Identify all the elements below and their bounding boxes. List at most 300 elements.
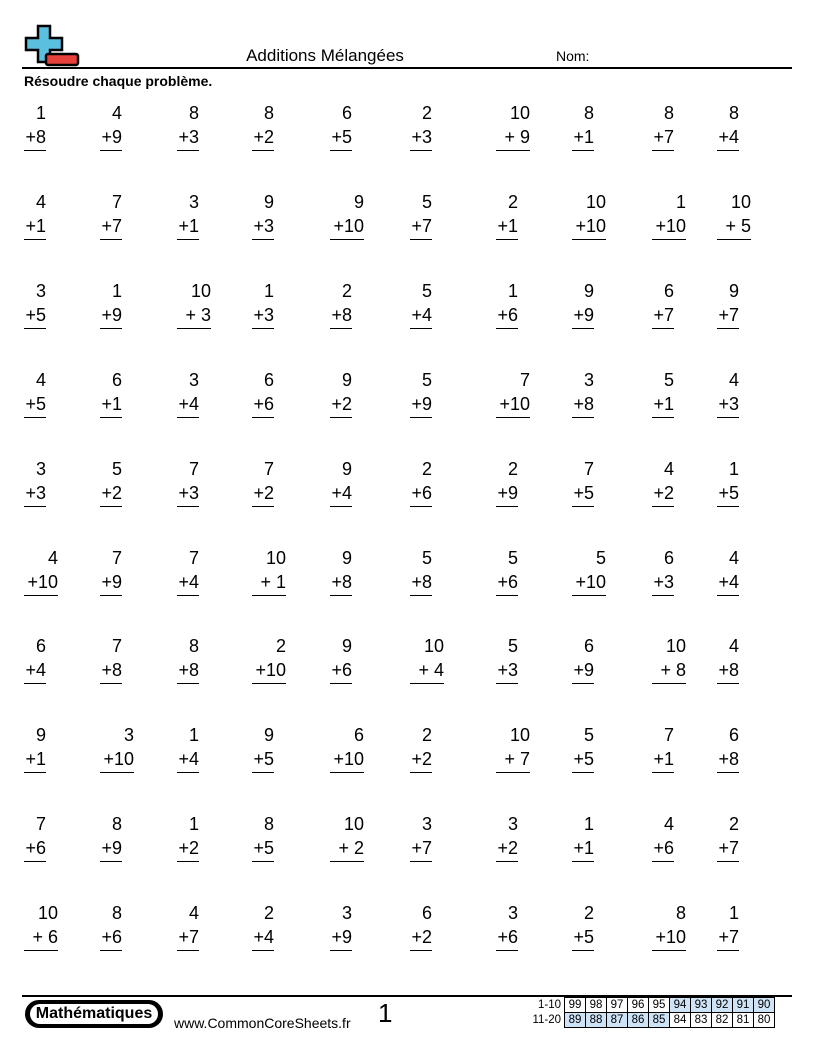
problem-addend: +4 — [411, 305, 432, 325]
problem — [100, 901, 122, 951]
answer-line — [24, 772, 46, 773]
answer-line — [330, 506, 352, 507]
problem-top-number: 10 — [665, 636, 686, 656]
problem — [100, 101, 122, 151]
answer-line — [410, 328, 432, 329]
problem-top-number: 5 — [583, 725, 594, 745]
problem-addend: +9 — [101, 127, 122, 147]
problem-addend: +10 — [27, 572, 58, 592]
problem — [24, 546, 58, 596]
problem — [410, 101, 432, 151]
problem-addend: +1 — [573, 127, 594, 147]
site-url: www.CommonCoreSheets.fr — [174, 1015, 351, 1031]
answer-line — [100, 328, 122, 329]
problem-top-number: 6 — [353, 725, 364, 745]
answer-line — [717, 150, 739, 151]
score-cell: 97 — [607, 998, 628, 1013]
answer-line — [177, 239, 199, 240]
answer-line — [100, 861, 122, 862]
answer-line — [572, 328, 594, 329]
problem-top-number: 7 — [111, 548, 122, 568]
problem-addend: + 1 — [260, 572, 286, 592]
problem-addend: +3 — [178, 127, 199, 147]
answer-line — [177, 861, 199, 862]
problem — [177, 101, 199, 151]
problem-top-number: 9 — [35, 725, 46, 745]
problem-top-number: 10 — [423, 636, 444, 656]
answer-line — [410, 595, 432, 596]
answer-line — [252, 683, 286, 684]
answer-line — [177, 417, 199, 418]
score-cell: 84 — [670, 1013, 691, 1028]
problem-addend: +1 — [653, 394, 674, 414]
problem — [177, 457, 199, 507]
answer-line — [496, 417, 530, 418]
subject-badge-label: Mathématiques — [30, 1004, 158, 1024]
problem — [572, 546, 606, 596]
score-cell: 94 — [670, 998, 691, 1013]
score-cell: 96 — [628, 998, 649, 1013]
problem-addend: +5 — [25, 394, 46, 414]
problem — [330, 546, 352, 596]
problem-addend: + 3 — [185, 305, 211, 325]
problem-top-number: 7 — [35, 814, 46, 834]
score-cell: 83 — [691, 1013, 712, 1028]
problem-addend: +6 — [497, 305, 518, 325]
problem-top-number: 3 — [507, 903, 518, 923]
problem — [410, 546, 432, 596]
problem — [410, 190, 432, 240]
problem-addend: +2 — [253, 483, 274, 503]
problem — [496, 279, 518, 329]
problem-top-number: 9 — [353, 192, 364, 212]
problem-addend: +1 — [101, 394, 122, 414]
problem — [100, 368, 122, 418]
problem — [24, 101, 46, 151]
name-label: Nom: — [556, 48, 590, 64]
problem-top-number: 8 — [188, 636, 199, 656]
problem-top-number: 10 — [509, 725, 530, 745]
score-cell: 82 — [712, 1013, 733, 1028]
answer-line — [100, 683, 122, 684]
problem-addend: +1 — [25, 749, 46, 769]
problem — [24, 368, 46, 418]
problem-addend: +5 — [718, 483, 739, 503]
answer-line — [100, 595, 122, 596]
problem — [24, 279, 46, 329]
problem-addend: + 5 — [725, 216, 751, 236]
answer-line — [100, 239, 122, 240]
problem — [572, 101, 594, 151]
problem-top-number: 10 — [265, 548, 286, 568]
problem — [572, 190, 606, 240]
answer-line — [717, 861, 739, 862]
problem-addend: +9 — [101, 305, 122, 325]
problem-addend: +3 — [178, 483, 199, 503]
problem-addend: +1 — [653, 749, 674, 769]
answer-line — [717, 328, 739, 329]
answer-line — [717, 683, 739, 684]
problem-top-number: 2 — [421, 459, 432, 479]
score-cell: 95 — [649, 998, 670, 1013]
answer-line — [496, 861, 518, 862]
problem-addend: +7 — [718, 838, 739, 858]
problem-addend: +9 — [331, 927, 352, 947]
problem — [252, 901, 274, 951]
answer-line — [410, 772, 432, 773]
answer-line — [24, 239, 46, 240]
problem-addend: +3 — [411, 127, 432, 147]
problem-top-number: 6 — [35, 636, 46, 656]
problem-top-number: 10 — [343, 814, 364, 834]
problem — [330, 812, 364, 862]
score-table — [527, 997, 775, 1028]
answer-line — [330, 150, 352, 151]
problem — [496, 812, 518, 862]
problem-top-number: 3 — [421, 814, 432, 834]
problem-top-number: 10 — [509, 103, 530, 123]
answer-line — [100, 772, 134, 773]
problem-top-number: 7 — [188, 548, 199, 568]
answer-line — [717, 950, 739, 951]
problem — [652, 634, 686, 684]
problem-addend: +6 — [331, 660, 352, 680]
score-cell: 81 — [733, 1013, 754, 1028]
answer-line — [652, 683, 686, 684]
problem-addend: +5 — [253, 749, 274, 769]
problem-top-number: 1 — [728, 903, 739, 923]
problem-addend: +9 — [573, 305, 594, 325]
problem — [652, 901, 686, 951]
answer-line — [24, 150, 46, 151]
problem-addend: +2 — [411, 749, 432, 769]
score-cell: 92 — [712, 998, 733, 1013]
problem-top-number: 7 — [583, 459, 594, 479]
answer-line — [652, 950, 686, 951]
problem — [717, 368, 739, 418]
problem-addend: +7 — [718, 927, 739, 947]
problem-addend: +3 — [653, 572, 674, 592]
problem-top-number: 8 — [675, 903, 686, 923]
problem — [24, 634, 46, 684]
problem-top-number: 2 — [507, 192, 518, 212]
answer-line — [100, 150, 122, 151]
problem — [652, 546, 674, 596]
problem-top-number: 10 — [37, 903, 58, 923]
problem-addend: +7 — [101, 216, 122, 236]
problem — [496, 190, 518, 240]
problem-addend: +8 — [718, 660, 739, 680]
answer-line — [496, 239, 518, 240]
problem-addend: +6 — [497, 572, 518, 592]
problem — [717, 190, 751, 240]
problem — [652, 279, 674, 329]
problem-top-number: 8 — [263, 103, 274, 123]
answer-line — [572, 417, 594, 418]
score-cell: 99 — [565, 998, 586, 1013]
problem-top-number: 6 — [341, 103, 352, 123]
problem-addend: +10 — [333, 749, 364, 769]
answer-line — [252, 506, 274, 507]
problem-top-number: 4 — [728, 370, 739, 390]
problem — [717, 546, 739, 596]
problem — [410, 279, 432, 329]
problem-top-number: 4 — [728, 636, 739, 656]
problem-addend: +3 — [253, 216, 274, 236]
answer-line — [100, 950, 122, 951]
problem-addend: +10 — [255, 660, 286, 680]
problem-addend: +3 — [25, 483, 46, 503]
answer-line — [177, 683, 199, 684]
problem-top-number: 10 — [190, 281, 211, 301]
problem — [496, 901, 518, 951]
problem-addend: + 6 — [32, 927, 58, 947]
problem-top-number: 4 — [188, 903, 199, 923]
problem-top-number: 3 — [507, 814, 518, 834]
problem-addend: +10 — [499, 394, 530, 414]
problem-addend: +7 — [411, 838, 432, 858]
answer-line — [330, 861, 364, 862]
score-cell: 85 — [649, 1013, 670, 1028]
problem-top-number: 7 — [188, 459, 199, 479]
problem-addend: +5 — [331, 127, 352, 147]
answer-line — [572, 683, 594, 684]
answer-line — [652, 239, 686, 240]
problem-top-number: 4 — [663, 814, 674, 834]
problem-top-number: 8 — [111, 814, 122, 834]
answer-line — [330, 595, 352, 596]
problem-top-number: 6 — [421, 903, 432, 923]
problem-top-number: 5 — [421, 281, 432, 301]
problem — [330, 634, 352, 684]
problem-top-number: 3 — [35, 281, 46, 301]
problem-top-number: 1 — [728, 459, 739, 479]
problem — [177, 546, 199, 596]
answer-line — [572, 950, 594, 951]
problem-top-number: 3 — [35, 459, 46, 479]
problem-top-number: 9 — [341, 370, 352, 390]
problem-addend: +8 — [331, 572, 352, 592]
problem-addend: +8 — [573, 394, 594, 414]
problem-top-number: 8 — [728, 103, 739, 123]
problem — [717, 812, 739, 862]
problem-addend: +3 — [253, 305, 274, 325]
problem — [177, 723, 199, 773]
answer-line — [410, 239, 432, 240]
score-row — [527, 998, 775, 1013]
problem — [717, 723, 739, 773]
instructions: Résoudre chaque problème. — [24, 73, 213, 89]
problem — [410, 723, 432, 773]
answer-line — [177, 506, 199, 507]
problem-addend: +1 — [573, 838, 594, 858]
problem-addend: +3 — [718, 394, 739, 414]
problem-top-number: 2 — [583, 903, 594, 923]
problem — [252, 457, 274, 507]
problem-top-number: 1 — [583, 814, 594, 834]
problem — [24, 901, 58, 951]
problem — [330, 101, 352, 151]
problem — [252, 546, 286, 596]
answer-line — [717, 506, 739, 507]
problem-top-number: 2 — [263, 903, 274, 923]
problem-addend: +2 — [497, 838, 518, 858]
problem-top-number: 6 — [263, 370, 274, 390]
problem — [572, 368, 594, 418]
answer-line — [330, 683, 352, 684]
answer-line — [572, 861, 594, 862]
problem — [177, 634, 199, 684]
problem — [572, 634, 594, 684]
problem-addend: +10 — [575, 572, 606, 592]
problem-top-number: 1 — [188, 814, 199, 834]
problem — [410, 368, 432, 418]
answer-line — [24, 506, 46, 507]
answer-line — [24, 328, 46, 329]
problem-addend: + 8 — [660, 660, 686, 680]
problem-top-number: 7 — [263, 459, 274, 479]
problem-top-number: 4 — [35, 370, 46, 390]
problem-addend: +5 — [573, 483, 594, 503]
problem-top-number: 9 — [583, 281, 594, 301]
problem-top-number: 1 — [507, 281, 518, 301]
problem — [252, 190, 274, 240]
score-cell: 86 — [628, 1013, 649, 1028]
problem-addend: +2 — [653, 483, 674, 503]
answer-line — [252, 595, 286, 596]
answer-line — [410, 950, 432, 951]
problem-top-number: 4 — [35, 192, 46, 212]
answer-line — [410, 150, 432, 151]
problem — [24, 723, 46, 773]
problem-top-number: 3 — [123, 725, 134, 745]
problem-addend: +1 — [25, 216, 46, 236]
problem — [330, 457, 352, 507]
problem-top-number: 8 — [583, 103, 594, 123]
problem-top-number: 2 — [275, 636, 286, 656]
problem — [100, 634, 122, 684]
problem-addend: +7 — [411, 216, 432, 236]
problem-addend: +10 — [655, 216, 686, 236]
problem-top-number: 9 — [341, 459, 352, 479]
problem — [330, 190, 364, 240]
answer-line — [572, 150, 594, 151]
problem-top-number: 4 — [728, 548, 739, 568]
problem-addend: + 2 — [338, 838, 364, 858]
answer-line — [177, 150, 199, 151]
problem — [717, 101, 739, 151]
answer-line — [24, 683, 46, 684]
answer-line — [572, 595, 606, 596]
problem-top-number: 5 — [421, 548, 432, 568]
problem-top-number: 9 — [728, 281, 739, 301]
score-cell: 90 — [754, 998, 775, 1013]
problem — [330, 279, 352, 329]
problem-top-number: 5 — [507, 548, 518, 568]
problem-addend: +4 — [178, 394, 199, 414]
problem-addend: +8 — [178, 660, 199, 680]
answer-line — [652, 772, 674, 773]
problem-top-number: 3 — [188, 370, 199, 390]
problem-addend: +8 — [718, 749, 739, 769]
answer-line — [177, 772, 199, 773]
problem — [100, 546, 122, 596]
problem-top-number: 7 — [111, 636, 122, 656]
answer-line — [410, 683, 444, 684]
problem-top-number: 10 — [585, 192, 606, 212]
problem-top-number: 5 — [111, 459, 122, 479]
problem-top-number: 2 — [421, 103, 432, 123]
problem-addend: +4 — [253, 927, 274, 947]
problem-addend: +10 — [655, 927, 686, 947]
problem — [100, 457, 122, 507]
answer-line — [252, 150, 274, 151]
problem-addend: +4 — [718, 127, 739, 147]
score-cell: 88 — [586, 1013, 607, 1028]
problem — [24, 812, 46, 862]
problem-addend: +6 — [253, 394, 274, 414]
answer-line — [24, 417, 46, 418]
answer-line — [24, 861, 46, 862]
problem-addend: +2 — [253, 127, 274, 147]
problem — [572, 457, 594, 507]
answer-line — [177, 595, 199, 596]
answer-line — [330, 239, 364, 240]
score-cell: 87 — [607, 1013, 628, 1028]
problem-top-number: 8 — [188, 103, 199, 123]
problem-addend: +7 — [653, 127, 674, 147]
problem-addend: +10 — [103, 749, 134, 769]
answer-line — [177, 950, 199, 951]
problem — [717, 457, 739, 507]
problem-addend: +4 — [178, 749, 199, 769]
answer-line — [410, 861, 432, 862]
answer-line — [717, 417, 739, 418]
problem — [252, 101, 274, 151]
problem — [252, 723, 274, 773]
answer-line — [496, 150, 530, 151]
answer-line — [252, 417, 274, 418]
problem — [496, 457, 518, 507]
problem — [496, 368, 530, 418]
answer-line — [652, 328, 674, 329]
problem-addend: +2 — [101, 483, 122, 503]
problem — [652, 457, 674, 507]
answer-line — [496, 328, 518, 329]
answer-line — [717, 239, 751, 240]
problem-top-number: 10 — [730, 192, 751, 212]
problem-addend: +8 — [101, 660, 122, 680]
answer-line — [330, 417, 352, 418]
problem-addend: +6 — [25, 838, 46, 858]
problem — [572, 279, 594, 329]
problem — [24, 190, 46, 240]
problem-top-number: 2 — [421, 725, 432, 745]
problem-top-number: 8 — [263, 814, 274, 834]
problem-addend: +4 — [25, 660, 46, 680]
problem-top-number: 9 — [341, 548, 352, 568]
problem — [24, 457, 46, 507]
problem-addend: +2 — [178, 838, 199, 858]
problem-addend: + 7 — [504, 749, 530, 769]
answer-line — [572, 239, 606, 240]
problem-top-number: 4 — [47, 548, 58, 568]
problem — [496, 546, 518, 596]
problem — [717, 279, 739, 329]
problem — [100, 279, 122, 329]
problem-addend: +4 — [718, 572, 739, 592]
score-range-label: 1-10 — [537, 999, 561, 1011]
